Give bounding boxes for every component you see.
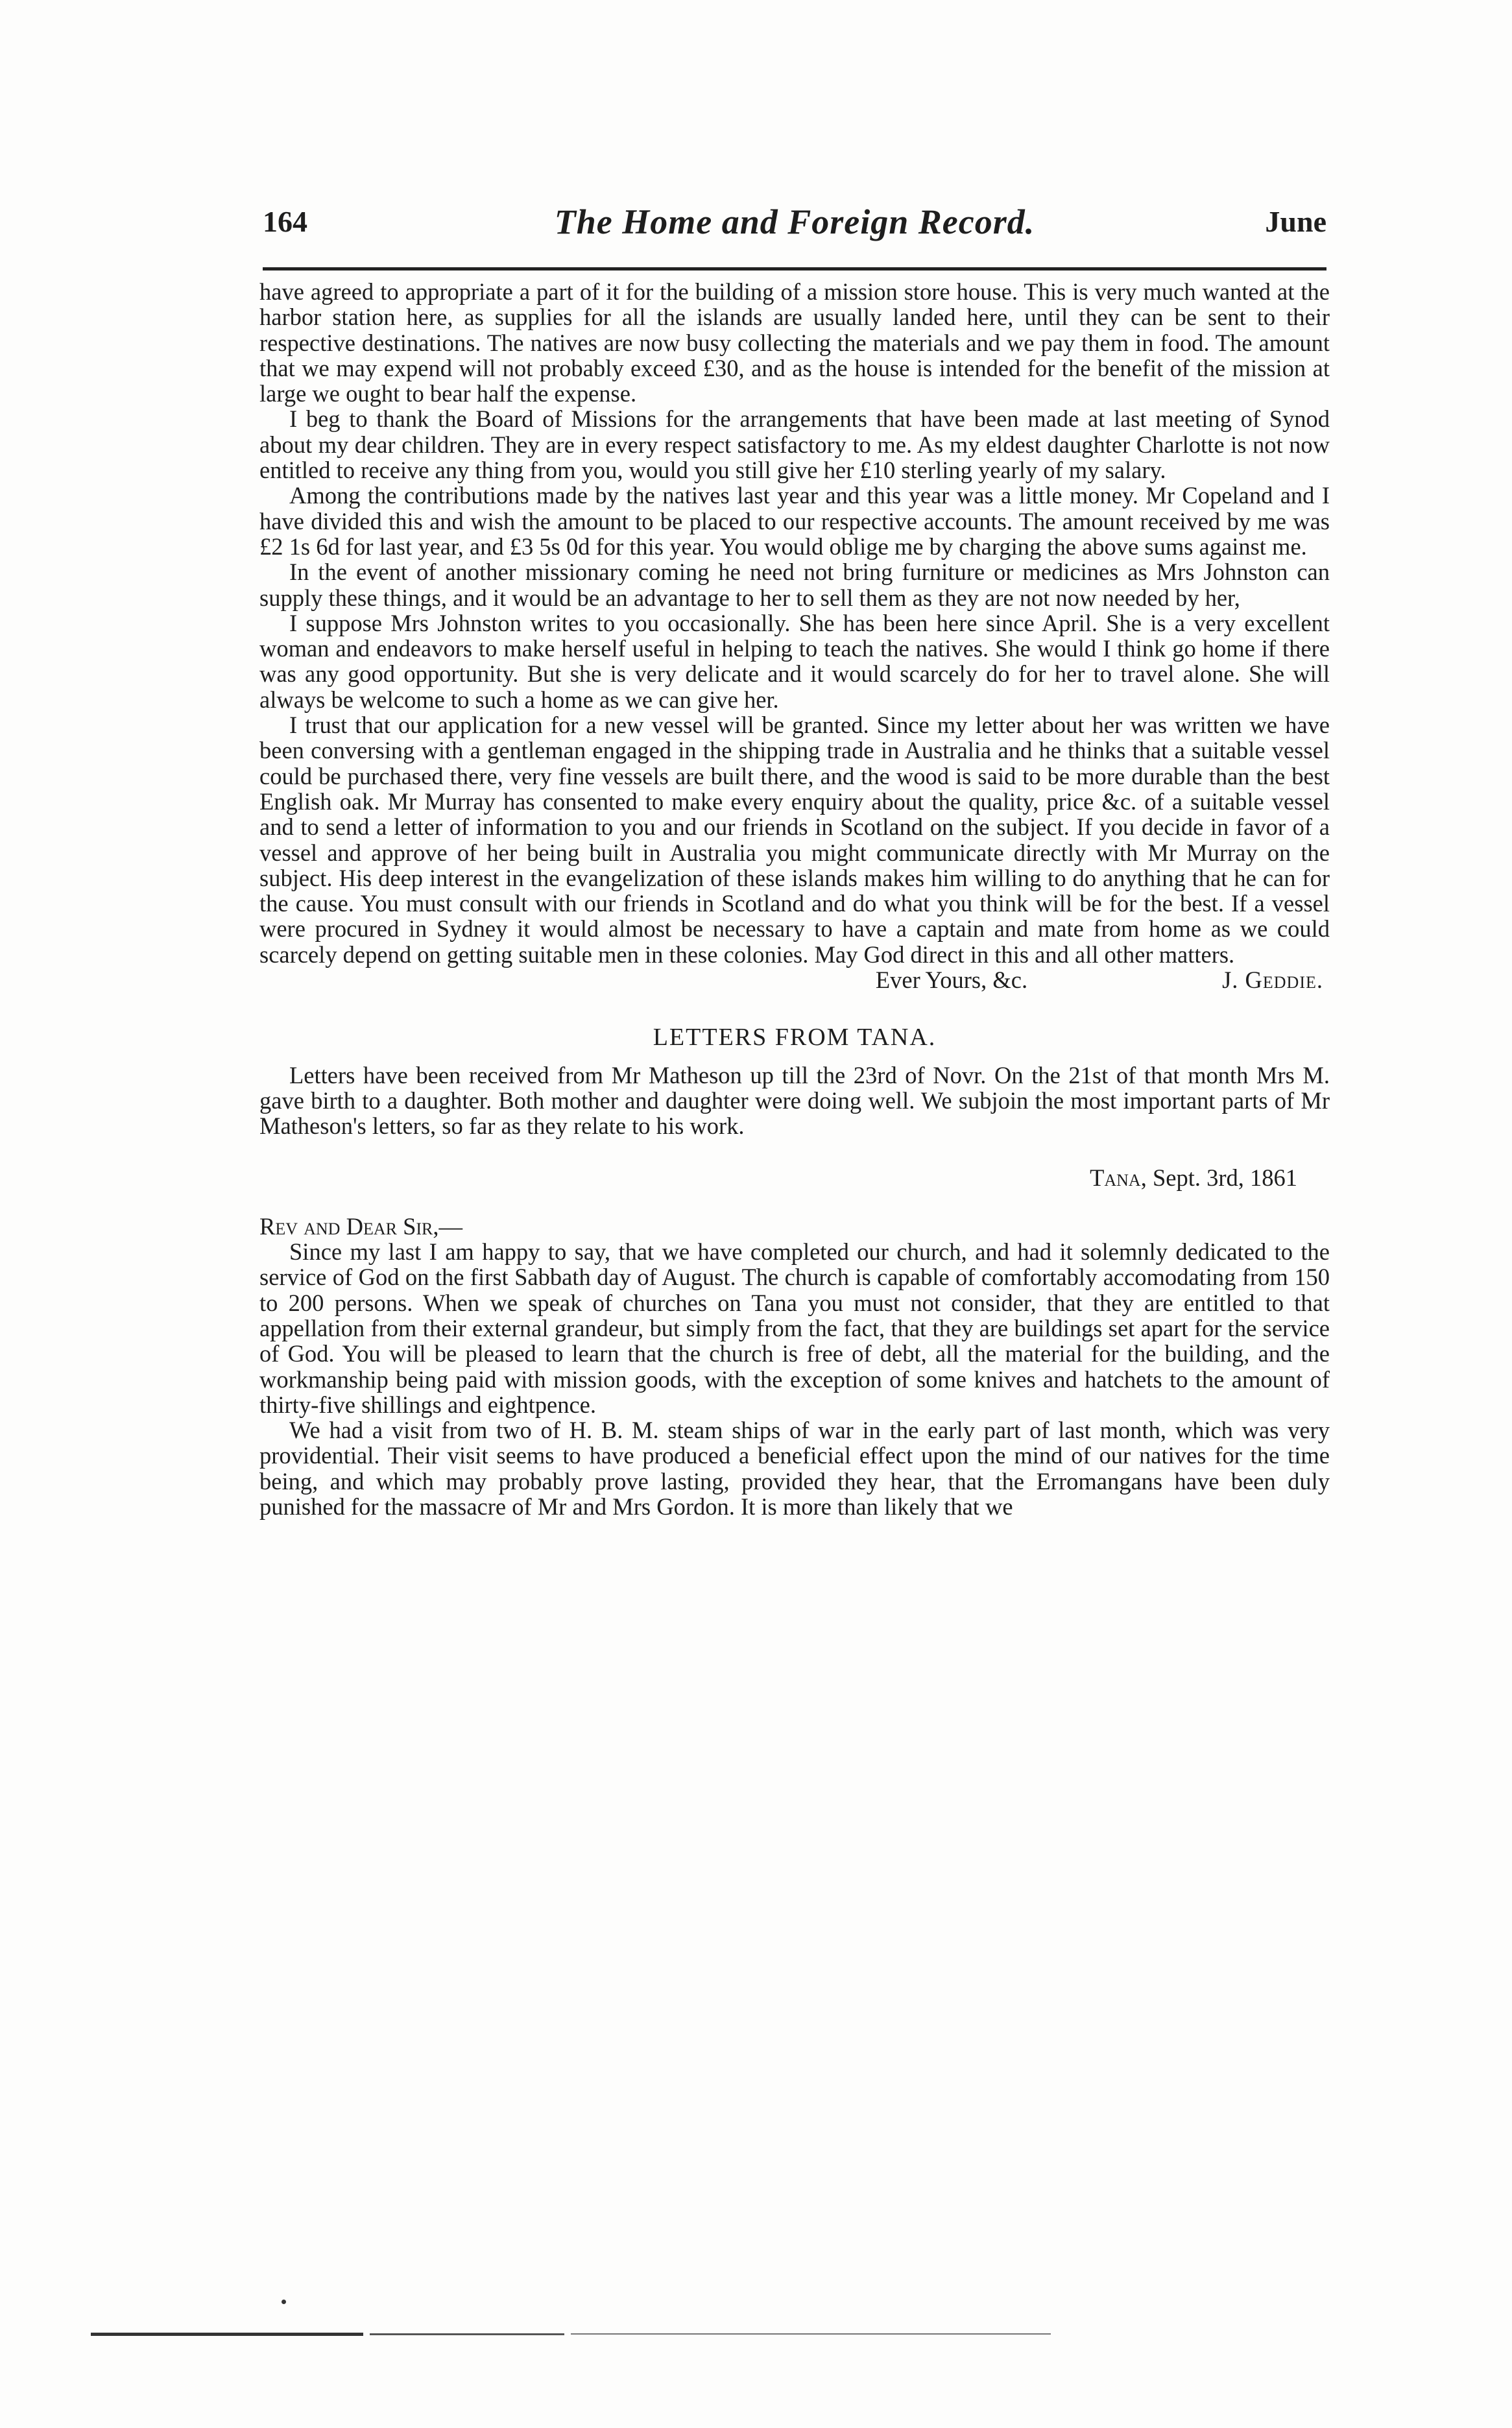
- signature: J. Geddie.: [1222, 967, 1323, 994]
- section-intro: Letters have been received from Mr Matheson up till the 23rd of Novr. On the 21st of that month Mrs M. gave birth to a daughter. Both mother and daughter were doing well. We subjoin the most important parts of Mr Matheson's letters, so far as they relate to his work.: [259, 1061, 1330, 1140]
- print-speck: [282, 2300, 286, 2304]
- letter-dateline: [259, 1165, 1297, 1190]
- bottom-scan-rule: [91, 2331, 1051, 2337]
- paragraph: In the event of another missionary coming he need not bring furniture or medicines as Mrs Johnston can supply these things, and it would be an advantage to her to sell them as they are not now needed by her,: [259, 559, 1330, 611]
- letter-date: Sept. 3rd, 1861: [1152, 1164, 1297, 1191]
- paragraph: I suppose Mrs Johnston writes to you occasionally. She has been here since April. She is a very excellent woman and endeavors to make herself useful in helping to teach the natives. She would I think go home if there was any good opportunity. But she is very delicate and it would scarcely do for her to travel alone. She will always be welcome to such a home as we can give her.: [259, 609, 1330, 713]
- page-header: [263, 204, 1326, 250]
- closing-line: Ever Yours, &c.: [875, 967, 1028, 994]
- header-month: June: [1265, 205, 1326, 238]
- header-rule: [263, 267, 1326, 270]
- paragraph: I beg to thank the Board of Missions for the arrangements that have been made at last meeting of Synod about my dear children. They are in every respect satisfactory to me. As my eldest daughter Charlotte is not now entitled to receive any thing from you, would you still give her £10 sterling yearly of my salary.: [259, 405, 1330, 484]
- running-title: The Home and Foreign Record.: [554, 202, 1035, 241]
- paragraph: have agreed to appropriate a part of it for the building of a mission store house. This is very much wanted at the harbor station here, as supplies for all the islands are usually landed here, until they can be sent to their respective destinations. The natives are now busy collecting the materials and we pay them in food. The amount that we may expend will not probably exceed £30, and as the house is intended for the benefit of the mission at large we ought to bear half the expense.: [259, 278, 1330, 407]
- letter-paragraph: Since my last I am happy to say, that we have completed our church, and had it solemnly dedicated to the service of God on the first Sabbath day of August. The church is capable of comfortably accomodating from 150 to 200 persons. When we speak of churches on Tana you must not consider, that they are entitled to that appellation from their external grandeur, but simply from the fact, that they are buildings set apart for the service of God. You will be pleased to learn that the church is free of debt, all the material for the building, and the workmanship being paid with mission goods, with the exception of some knives and hatchets to the amount of thirty-five shillings and eightpence.: [259, 1238, 1330, 1418]
- salutation: Rev and Dear Sir,—: [259, 1212, 462, 1240]
- letter-paragraph: We had a visit from two of H. B. M. steam ships of war in the early part of last month, which was very providential. Their visit seems to have produced a beneficial effect upon the mind of our natives for the time being, and which may probably prove lasting, provided they hear, that the Erromangans have been duly punished for the massacre of Mr and Mrs Gordon. It is more than likely that we: [259, 1417, 1330, 1521]
- article-body: [259, 279, 1330, 1519]
- letter-signoff: [259, 967, 1330, 992]
- page-number: 164: [263, 205, 307, 238]
- paragraph: I trust that our application for a new vessel will be granted. Since my letter about her was written we have been conversing with a gentleman engaged in the shipping trade in Australia and he thinks that a suitable vessel could be purchased there, very fine vessels are built there, and the wood is said to be more durable than the best English oak. Mr Murray has consented to make every enquiry about the quality, price &c. of a suitable vessel and to send a letter of information to you and our friends in Scotland on the subject. If you decide in favor of a vessel and approve of her being built in Australia you might communicate directly with Mr Murray on the subject. His deep interest in the evangelization of these islands makes him willing to do anything that he can for the cause. You must consult with our friends in Scotland and do what you think will be for the best. If a vessel were procured in Sydney it would almost be necessary to have a captain and mate from home as we could scarcely depend on getting suitable men in these colonies. May God direct in this and all other matters.: [259, 712, 1330, 968]
- letter-place: Tana,: [1090, 1164, 1147, 1191]
- section-heading: LETTERS FROM TANA.: [653, 1024, 937, 1052]
- paragraph: Among the contributions made by the natives last year and this year was a little money. Mr Copeland and I have divided this and wish the amount to be placed to our respective accounts. The amount received by me was £2 1s 6d for last year, and £3 5s 0d for this year. You would oblige me by charging the above sums against me.: [259, 482, 1330, 560]
